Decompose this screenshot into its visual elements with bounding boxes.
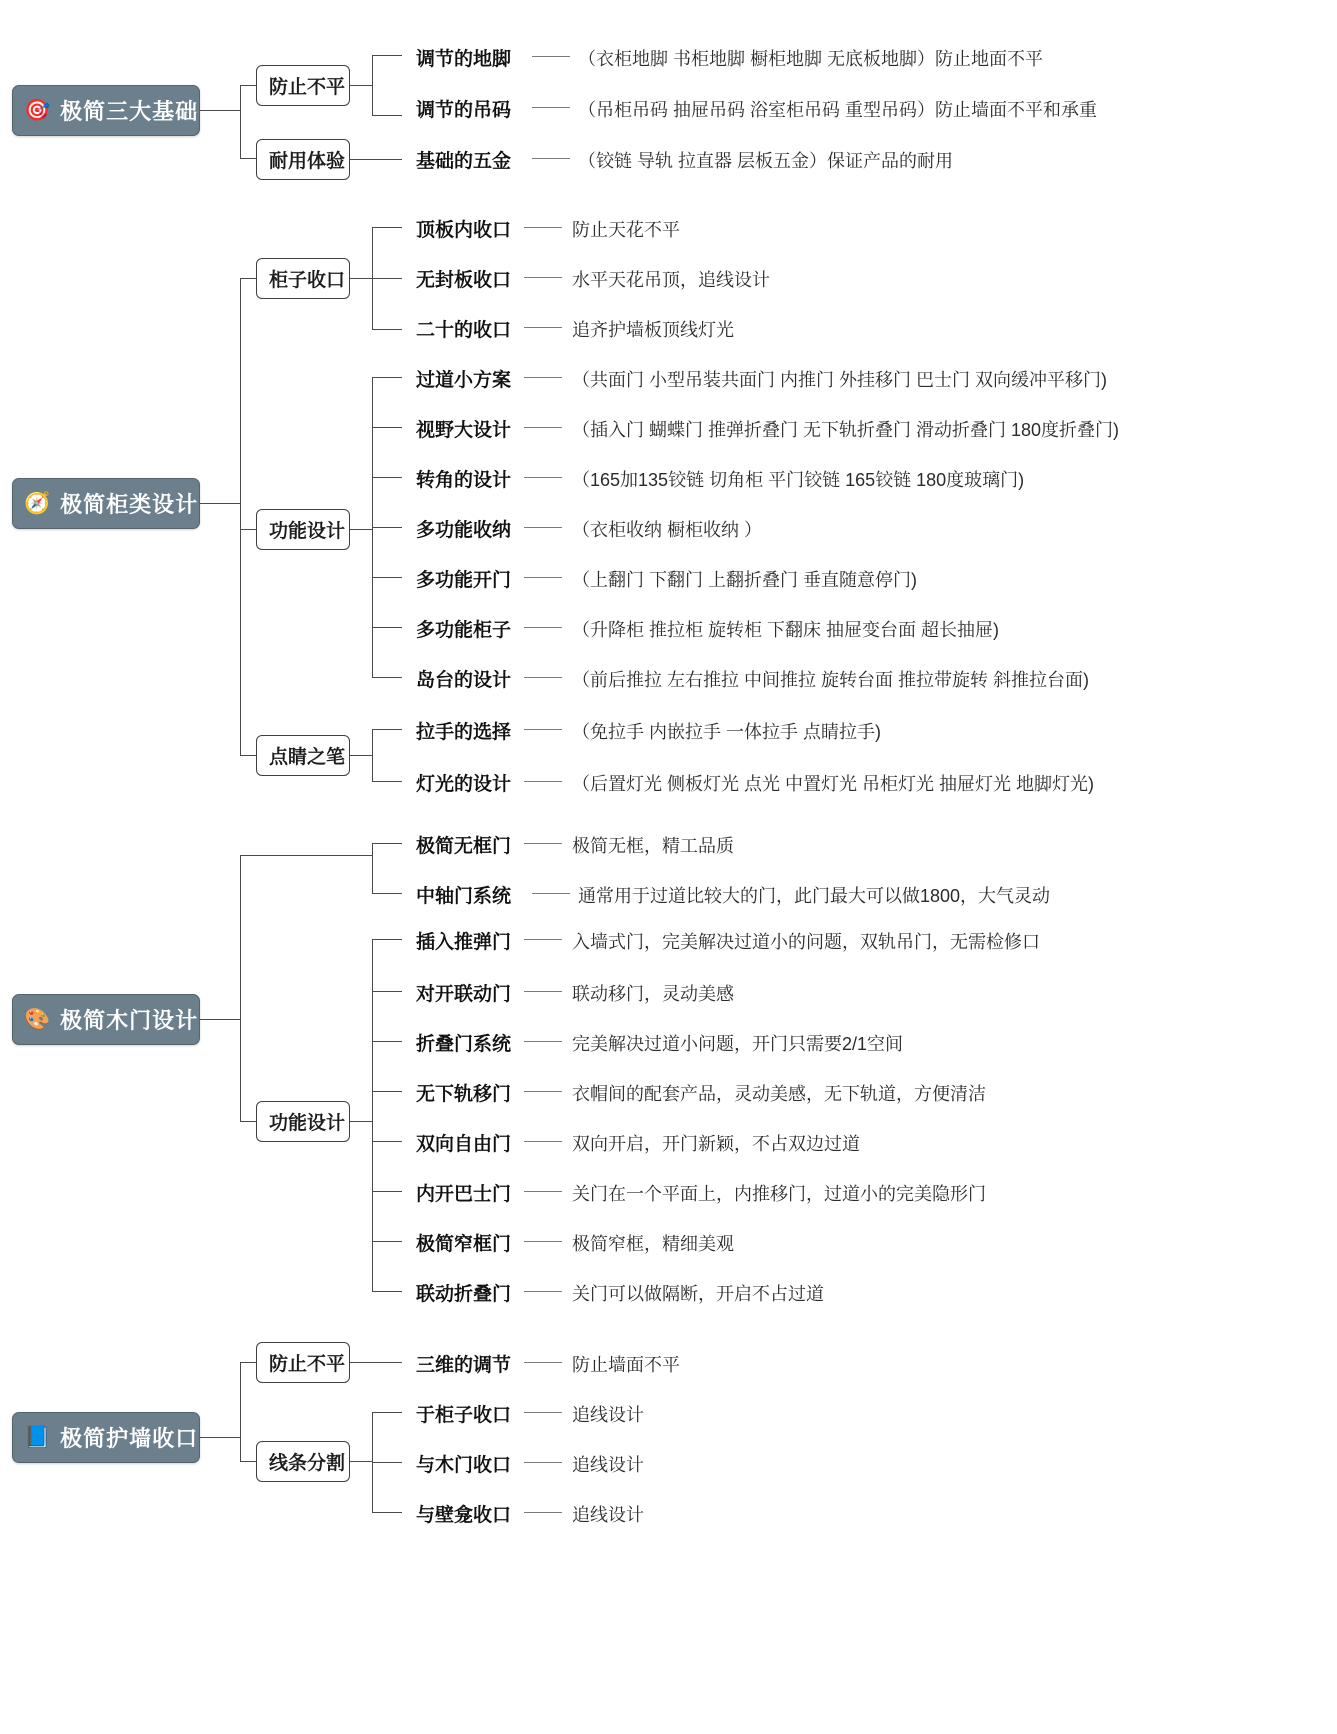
leaf-dash — [524, 1191, 562, 1192]
branch-label: 耐用体验 — [269, 151, 346, 172]
branch-label: 功能设计 — [269, 521, 346, 542]
connector — [372, 843, 373, 893]
branch-label: 功能设计 — [269, 1113, 346, 1134]
leaf-dash — [532, 107, 570, 108]
connector — [200, 1437, 240, 1438]
leaf-title: 拉手的选择 — [416, 722, 512, 743]
connector — [372, 627, 402, 628]
connector — [350, 755, 372, 756]
leaf-desc: 水平天花吊顶，追线设计 — [572, 270, 770, 290]
leaf-dash — [524, 1041, 562, 1042]
leaf-dash — [524, 1512, 562, 1513]
connector — [372, 939, 402, 940]
leaf-desc: 防止墙面不平 — [572, 1355, 680, 1375]
leaf-dash — [524, 1241, 562, 1242]
leaf-title: 视野大设计 — [416, 420, 512, 441]
root-node-4-label: 极简护墙收口 — [60, 1426, 199, 1451]
leaf-desc: （共面门 小型吊装共面门 内推门 外挂移门 巴士门 双向缓冲平移门) — [572, 370, 1107, 390]
connector — [372, 781, 402, 782]
connector — [240, 1362, 256, 1363]
leaf-title: 无封板收口 — [416, 270, 512, 291]
connector — [240, 85, 256, 86]
leaf-title: 插入推弹门 — [416, 932, 512, 953]
leaf-title: 岛台的设计 — [416, 670, 512, 691]
leaf-dash — [524, 781, 562, 782]
connector — [240, 755, 256, 756]
leaf-desc: （衣柜收纳 橱柜收纳 ） — [572, 520, 763, 540]
connector — [372, 477, 402, 478]
leaf-title: 调节的吊码 — [416, 100, 512, 121]
connector — [350, 1461, 372, 1462]
leaf-dash — [532, 56, 570, 57]
branch-防止不平-2[interactable] — [256, 1342, 350, 1383]
branch-label: 线条分割 — [269, 1453, 346, 1474]
leaf-desc: （插入门 蝴蝶门 推弹折叠门 无下轨折叠门 滑动折叠门 180度折叠门) — [572, 420, 1120, 440]
leaf-desc: 追线设计 — [572, 1405, 644, 1425]
leaf-desc: 关门在一个平面上，内推移门，过道小的完美隐形门 — [572, 1184, 986, 1204]
connector — [372, 227, 402, 228]
connector — [372, 527, 402, 528]
leaf-desc: （衣柜地脚 书柜地脚 橱柜地脚 无底板地脚）防止地面不平 — [578, 49, 1044, 69]
leaf-dash — [524, 1141, 562, 1142]
connector — [372, 377, 402, 378]
root-node-3[interactable] — [12, 994, 200, 1045]
leaf-dash — [524, 277, 562, 278]
leaf-title: 内开巴士门 — [416, 1184, 512, 1205]
connector — [372, 427, 402, 428]
leaf-dash — [524, 939, 562, 940]
leaf-dash — [532, 893, 570, 894]
connector — [240, 529, 256, 530]
leaf-title: 中轴门系统 — [416, 886, 512, 907]
compass-icon: 🧭 — [24, 492, 52, 515]
book-icon: 📘 — [24, 1426, 52, 1449]
branch-点睛之笔[interactable] — [256, 735, 350, 776]
target-icon: 🎯 — [24, 99, 52, 122]
leaf-desc: 通常用于过道比较大的门，此门最大可以做1800，大气灵动 — [578, 886, 1051, 906]
leaf-dash — [524, 577, 562, 578]
connector — [372, 55, 402, 56]
root-node-3-label: 极简木门设计 — [60, 1008, 199, 1033]
leaf-dash — [532, 158, 570, 159]
leaf-desc: 极简无框，精工品质 — [572, 836, 734, 856]
leaf-title: 于柜子收口 — [416, 1405, 512, 1426]
leaf-dash — [524, 677, 562, 678]
leaf-dash — [524, 843, 562, 844]
leaf-desc: 完美解决过道小问题，开门只需要2/1空间 — [572, 1034, 904, 1054]
leaf-title: 多功能柜子 — [416, 620, 512, 641]
branch-线条分割[interactable] — [256, 1441, 350, 1482]
leaf-title: 联动折叠门 — [416, 1284, 512, 1305]
leaf-desc: （免拉手 内嵌拉手 一体拉手 点睛拉手) — [572, 722, 881, 742]
connector — [240, 855, 372, 856]
connector — [372, 991, 402, 992]
connector — [240, 1362, 241, 1461]
leaf-title: 极简窄框门 — [416, 1234, 512, 1255]
branch-功能设计-2[interactable] — [256, 1101, 350, 1142]
leaf-dash — [524, 1362, 562, 1363]
leaf-desc: （前后推拉 左右推拉 中间推拉 旋转台面 推拉带旋转 斜推拉台面) — [572, 670, 1089, 690]
leaf-title: 多功能开门 — [416, 570, 512, 591]
connector — [372, 1141, 402, 1142]
branch-label: 点睛之笔 — [269, 747, 346, 768]
connector — [350, 1362, 402, 1363]
leaf-title: 基础的五金 — [416, 151, 512, 172]
branch-功能设计-1[interactable] — [256, 509, 350, 550]
connector — [372, 1041, 402, 1042]
connector — [372, 1412, 402, 1413]
connector — [372, 278, 402, 279]
connector — [350, 278, 372, 279]
connector — [372, 893, 402, 894]
connector — [372, 677, 402, 678]
connector — [240, 85, 241, 158]
leaf-dash — [524, 377, 562, 378]
leaf-desc: （上翻门 下翻门 上翻折叠门 垂直随意停门) — [572, 570, 917, 590]
leaf-title: 对开联动门 — [416, 984, 512, 1005]
leaf-title: 无下轨移门 — [416, 1084, 512, 1105]
leaf-desc: （后置灯光 侧板灯光 点光 中置灯光 吊柜灯光 抽屉灯光 地脚灯光) — [572, 774, 1094, 794]
leaf-title: 折叠门系统 — [416, 1034, 512, 1055]
leaf-desc: 追线设计 — [572, 1455, 644, 1475]
leaf-dash — [524, 527, 562, 528]
connector — [372, 729, 373, 781]
branch-耐用体验[interactable] — [256, 139, 350, 180]
leaf-title: 转角的设计 — [416, 470, 512, 491]
connector — [372, 55, 373, 115]
leaf-title: 三维的调节 — [416, 1355, 512, 1376]
leaf-desc: 关门可以做隔断，开启不占过道 — [572, 1284, 824, 1304]
leaf-title: 极简无框门 — [416, 836, 512, 857]
connector — [240, 278, 256, 279]
leaf-desc: （吊柜吊码 抽屉吊码 浴室柜吊码 重型吊码）防止墙面不平和承重 — [578, 100, 1097, 120]
leaf-dash — [524, 1291, 562, 1292]
connector — [372, 1462, 402, 1463]
leaf-title: 调节的地脚 — [416, 49, 512, 70]
leaf-desc: （升降柜 推拉柜 旋转柜 下翻床 抽屉变台面 超长抽屉) — [572, 620, 999, 640]
connector — [200, 110, 240, 111]
leaf-title: 多功能收纳 — [416, 520, 512, 541]
leaf-desc: 双向开启，开门新颖，不占双边过道 — [572, 1134, 860, 1154]
connector — [240, 855, 241, 1121]
branch-柜子收口[interactable] — [256, 258, 350, 299]
root-node-2[interactable] — [12, 478, 200, 529]
connector — [372, 577, 402, 578]
leaf-desc: （165加135铰链 切角柜 平门铰链 165铰链 180度玻璃门) — [572, 470, 1025, 490]
connector — [240, 1461, 256, 1462]
branch-防止不平-1[interactable] — [256, 65, 350, 106]
branch-label: 柜子收口 — [269, 270, 346, 291]
leaf-title: 灯光的设计 — [416, 774, 512, 795]
connector — [240, 1121, 256, 1122]
root-node-2-label: 极简柜类设计 — [60, 492, 199, 517]
connector — [350, 85, 372, 86]
connector — [372, 729, 402, 730]
leaf-dash — [524, 1412, 562, 1413]
connector — [200, 1019, 240, 1020]
leaf-dash — [524, 991, 562, 992]
connector — [350, 159, 402, 160]
leaf-dash — [524, 627, 562, 628]
leaf-dash — [524, 477, 562, 478]
palette-icon: 🎨 — [24, 1008, 52, 1031]
connector — [350, 1121, 372, 1122]
connector — [372, 1191, 402, 1192]
branch-label: 防止不平 — [269, 1354, 346, 1375]
branch-label: 防止不平 — [269, 77, 346, 98]
leaf-title: 与壁龛收口 — [416, 1505, 512, 1526]
leaf-desc: 追齐护墙板顶线灯光 — [572, 320, 734, 340]
leaf-title: 双向自由门 — [416, 1134, 512, 1155]
root-node-4[interactable] — [12, 1412, 200, 1463]
connector — [372, 1291, 402, 1292]
leaf-title: 与木门收口 — [416, 1455, 512, 1476]
leaf-dash — [524, 729, 562, 730]
leaf-desc: 入墙式门，完美解决过道小的问题，双轨吊门，无需检修口 — [572, 932, 1040, 952]
connector — [372, 1512, 402, 1513]
leaf-desc: 联动移门，灵动美感 — [572, 984, 734, 1004]
root-node-1[interactable] — [12, 85, 200, 136]
leaf-desc: 极简窄框，精细美观 — [572, 1234, 734, 1254]
leaf-title: 顶板内收口 — [416, 220, 512, 241]
connector — [240, 278, 241, 755]
connector — [372, 1091, 402, 1092]
leaf-desc: 衣帽间的配套产品，灵动美感，无下轨道，方便清洁 — [572, 1084, 986, 1104]
connector — [200, 503, 240, 504]
root-node-1-label: 极简三大基础 — [60, 99, 199, 124]
leaf-desc: 追线设计 — [572, 1505, 644, 1525]
connector — [372, 115, 402, 116]
connector — [240, 158, 256, 159]
leaf-title: 过道小方案 — [416, 370, 512, 391]
leaf-desc: （铰链 导轨 拉直器 层板五金）保证产品的耐用 — [578, 151, 954, 171]
connector — [372, 1241, 402, 1242]
leaf-dash — [524, 227, 562, 228]
connector — [372, 843, 402, 844]
leaf-title: 二十的收口 — [416, 320, 512, 341]
connector — [372, 329, 402, 330]
leaf-dash — [524, 427, 562, 428]
leaf-dash — [524, 327, 562, 328]
leaf-desc: 防止天花不平 — [572, 220, 680, 240]
connector — [350, 529, 372, 530]
leaf-dash — [524, 1462, 562, 1463]
leaf-dash — [524, 1091, 562, 1092]
